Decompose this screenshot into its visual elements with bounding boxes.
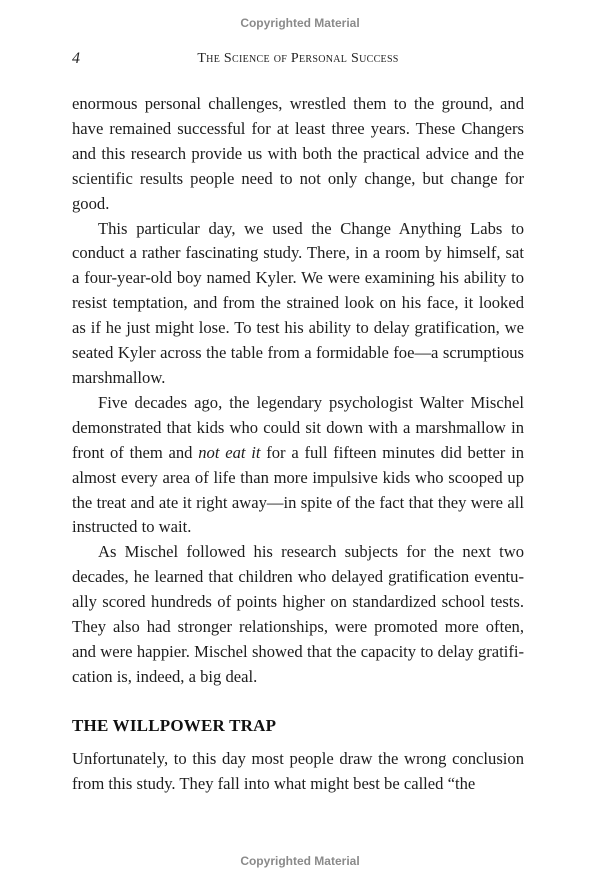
paragraph-text: for a full fifteen minutes did better in almost every area of life than more impulsive kids who scooped up the treat and ate it right away—in spite of the fact that they were all instructed to wait.	[72, 442, 524, 537]
section-heading: THE WILLPOWER TRAP	[72, 715, 277, 735]
running-head	[72, 50, 524, 70]
paragraph-continued: enormous personal challenges, wrestled them to the ground, and have remained successful for at least three years. These Changers and this research provide us with both the practical advice and the scientific results people need to not only change, but change for good.	[72, 94, 524, 213]
paragraph-willpower-trap: Unfortunately, to this day most people draw the wrong conclusion from this study. They fall into what might best be called “the	[72, 748, 524, 793]
page-number: 4	[72, 50, 80, 67]
copyright-watermark-top: Copyrighted Material	[240, 16, 360, 30]
paragraph-text: Five decades ago, the legendary psychologist Walter Mischel demonstrated that kids who could sit down with a marshmallow in front of them and	[72, 392, 524, 462]
paragraph-mischel-study	[72, 391, 524, 540]
paragraph-mischel-results: As Mischel followed his research subjects for the next two decades, he learned that children who delayed gratification eventually scored hundreds of points higher on standardized school tests. They also had stronger relationships, were promoted more often, and were happier. Mischel showed that the capacity to delay gratification is, indeed, a big deal.	[72, 542, 524, 686]
copyright-watermark-bottom: Copyrighted Material	[240, 854, 360, 868]
book-title: The Science of Personal Success	[197, 51, 399, 66]
page-body	[72, 92, 524, 796]
paragraph-kyler-study: This particular day, we used the Change Anything Labs to conduct a rather fascinating study. There, in a room by himself, sat a four-year-old boy named Kyler. We were examining his ability to resist temptation, and from the strained look on his face, it looked as if he just might lose. To test his ability to delay gratification, we seated Kyler across the table from a formidable foe—a scrumptious marshmallow.	[72, 218, 524, 387]
emphasis-text: not eat it	[198, 442, 261, 462]
